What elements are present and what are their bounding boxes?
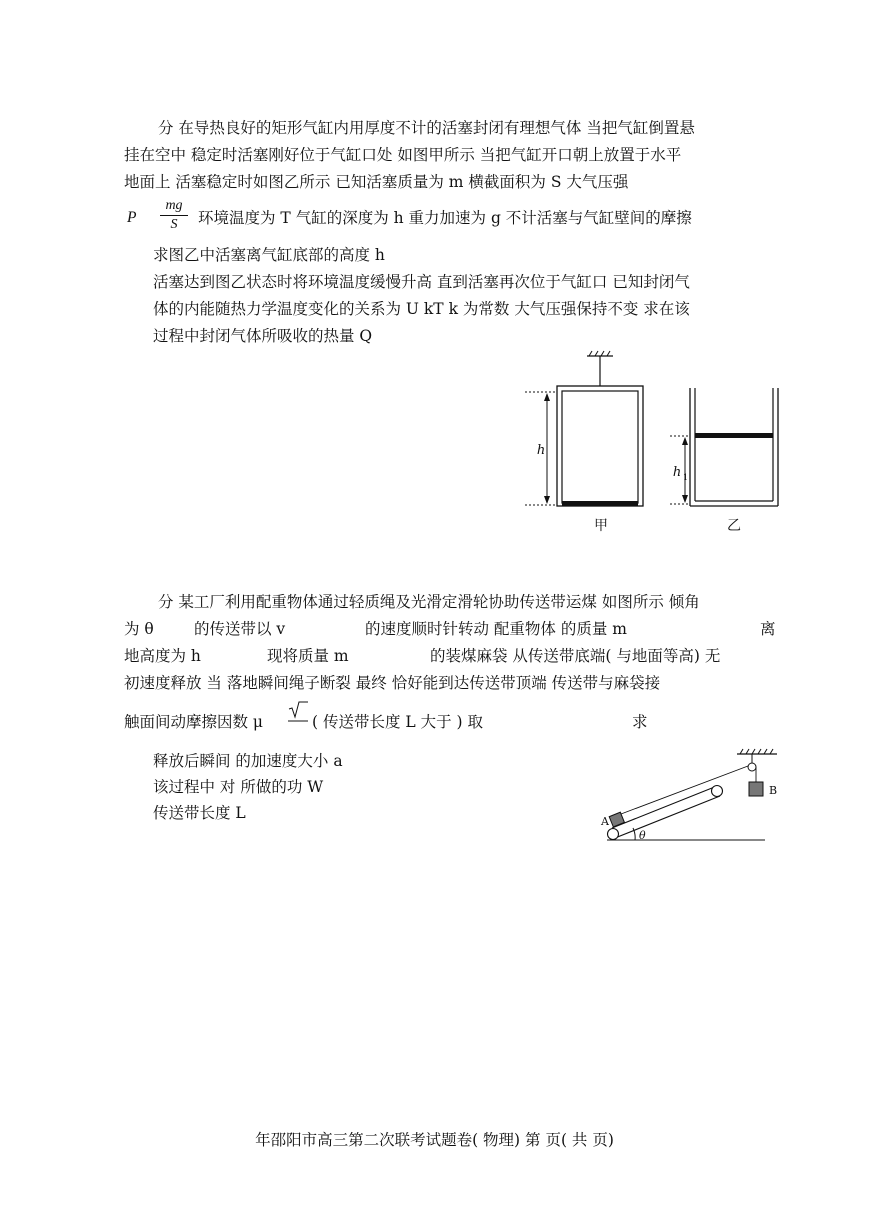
q2-line-2c: 的速度顺时针转动 配重物体 的质量 m (365, 620, 627, 638)
q2-line-2a: 为 θ (124, 620, 154, 638)
q1-height-label: h (536, 443, 546, 458)
q2-line-4: 初速度释放 当 落地瞬间绳子断裂 最终 恰好能到达传送带顶端 传送带与麻袋接 (124, 674, 661, 692)
q1-caption-jia: 甲 (594, 518, 608, 534)
q2-line-5a: 触面间动摩擦因数 μ (124, 713, 264, 731)
q2-label-b: B (769, 784, 778, 797)
q2-line-5c: 求 (632, 713, 648, 731)
q2-line-3c: 的装煤麻袋 从传送带底端( 与地面等高) 无 (430, 647, 721, 665)
q2-line-5b: ( 传送带长度 L 大于 ) 取 (312, 713, 484, 731)
q1-line-7: 体的内能随热力学温度变化的关系为 U kT k 为常数 大气压强保持不变 求在该 (153, 300, 690, 318)
q1-pressure-fraction (160, 198, 188, 233)
q2-conveyor-figure (597, 748, 787, 848)
q1-line-5: 求图乙中活塞离气缸底部的高度 h (153, 246, 385, 264)
q1-fraction-denominator: S (170, 217, 178, 232)
q1-line-4: 环境温度为 T 气缸的深度为 h 重力加速为 g 不计活塞与气缸壁间的摩擦 (198, 209, 692, 227)
q2-line-8: 传送带长度 L (153, 804, 246, 822)
q2-line-2d: 离 (760, 620, 776, 638)
q1-h1-label: h (672, 465, 682, 480)
q2-line-7: 该过程中 对 所做的功 W (153, 778, 324, 796)
q1-h1-subscript: 1 (683, 473, 689, 482)
q1-fraction-numerator: mg (165, 198, 183, 213)
q2-line-3b: 现将质量 m (267, 647, 349, 665)
q1-line-3: 地面上 活塞稳定时如图乙所示 已知活塞质量为 m 横截面积为 S 大气压强 (124, 173, 629, 191)
q2-line-6: 释放后瞬间 的加速度大小 a (153, 752, 343, 770)
q2-theta-label: θ (639, 829, 646, 842)
q2-line-2b: 的传送带以 v (194, 620, 286, 638)
q2-line-1: 分 某工厂利用配重物体通过轻质绳及光滑定滑轮协助传送带运煤 如图所示 倾角 (158, 593, 700, 611)
q1-line-8: 过程中封闭气体所吸收的热量 Q (153, 327, 373, 345)
q1-line-2: 挂在空中 稳定时活塞刚好位于气缸口处 如图甲所示 当把气缸开口朝上放置于水平 (124, 146, 682, 164)
q1-line-6: 活塞达到图乙状态时将环境温度缓慢升高 直到活塞再次位于气缸口 已知封闭气 (153, 273, 690, 291)
page-footer: 年邵阳市高三第二次联考试题卷( 物理) 第 页( 共 页) (255, 1131, 614, 1149)
q1-caption-yi: 乙 (727, 518, 741, 534)
q2-sqrt-fraction (286, 700, 310, 734)
q2-line-3a: 地高度为 h (124, 647, 201, 665)
q2-label-a: A (601, 815, 609, 828)
q1-line-1: 分 在导热良好的矩形气缸内用厚度不计的活塞封闭有理想气体 当把气缸倒置悬 (158, 119, 695, 137)
q1-pressure-symbol: P (127, 209, 137, 226)
q1-cylinder-figure (525, 348, 825, 538)
